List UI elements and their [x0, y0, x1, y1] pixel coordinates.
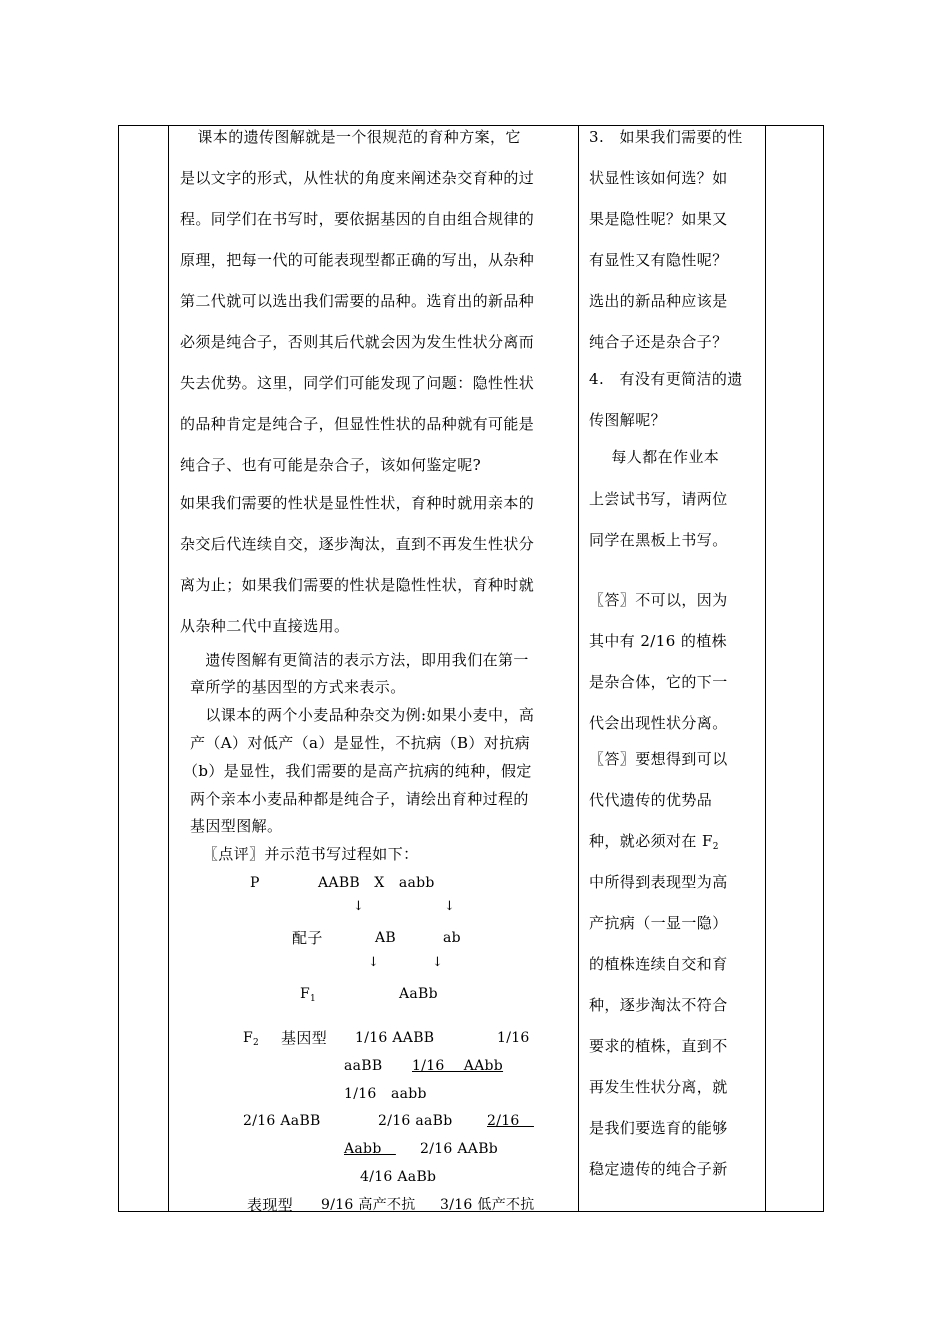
right-text-line: 3. 如果我们需要的性 — [589, 128, 743, 146]
right-text-line: 〖答〗要想得到可以 — [589, 750, 728, 768]
genotype-entry: 2/16 aaBb — [378, 1113, 453, 1129]
text-line: 纯合子、也有可能是杂合子，该如何鉴定呢? — [180, 456, 482, 474]
right-text-line: 种，就必须对在 $F_2$ — [589, 832, 719, 852]
right-text-line: 上尝试书写，请两位 — [589, 490, 728, 508]
right-text-line: 其中有 2/16 的植株 — [589, 632, 728, 650]
gamete-1: AB — [375, 930, 396, 946]
text-line: 原理，把每一代的可能表现型都正确的写出，从杂种 — [180, 251, 535, 269]
right-text-line: 中所得到表现型为高 — [589, 873, 728, 891]
right-text-line: 代代遗传的优势品 — [589, 791, 713, 809]
text-line: 两个亲本小麦品种都是纯合子，请绘出育种过程的 — [190, 790, 529, 808]
f1-genotype: AaBb — [399, 986, 438, 1002]
right-text-line: 要求的植株，直到不 — [589, 1037, 728, 1055]
text-line: 离为止；如果我们需要的性状是隐性性状，育种时就 — [180, 576, 535, 594]
genotype-entry: Aabb — [344, 1141, 396, 1157]
right-text-line: 选出的新品种应该是 — [589, 292, 728, 310]
right-text-line: 是我们要选育的能够 — [589, 1119, 728, 1137]
text-line: 从杂种二代中直接选用。 — [180, 617, 350, 635]
right-text-line: 代会出现性状分离。 — [589, 714, 728, 732]
gamete-2: ab — [443, 930, 461, 946]
phenotype-entry: 9/16 高产不抗 — [321, 1197, 416, 1213]
arrow-down-icon: ↓ — [432, 955, 443, 970]
f2-label: $F_2$ — [243, 1030, 260, 1048]
text-line: 的品种肯定是纯合子，但显性性状的品种就有可能是 — [180, 415, 535, 433]
genotype-entry: 2/16 AABb — [420, 1141, 499, 1157]
genotype-entry: 1/16 — [497, 1030, 530, 1046]
right-text-line: 有显性又有隐性呢？ — [589, 251, 728, 269]
genotype-entry: 1/16 AABB — [355, 1030, 435, 1046]
text-line: 程。同学们在书写时，要依据基因的自由组合规律的 — [180, 210, 535, 228]
genotype-entry: 1/16 AAbb — [412, 1058, 504, 1074]
right-text-line: 稳定遗传的纯合子新 — [589, 1160, 728, 1178]
arrow-down-icon: ↓ — [353, 899, 364, 914]
arrow-down-icon: ↓ — [444, 899, 455, 914]
gamete-label: 配子 — [292, 929, 323, 947]
right-text-line: 再发生性状分离，就 — [589, 1078, 728, 1096]
text-line: 遗传图解有更简洁的表示方法，即用我们在第一 — [190, 651, 529, 669]
right-text-line: 传图解呢？ — [589, 411, 667, 429]
text-line: 是以文字的形式，从性状的角度来阐述杂交育种的过 — [180, 169, 535, 187]
right-text-line: 种，逐步淘汰不符合 — [589, 996, 728, 1014]
genotype-entry: 1/16 aabb — [344, 1086, 427, 1102]
text-line: 必须是纯合子，否则其后代就会因为发生性状分离而 — [180, 333, 535, 351]
right-text-line: 果是隐性呢？如果又 — [589, 210, 728, 228]
right-text-line: 纯合子还是杂合子？ — [589, 333, 728, 351]
text-line: 第二代就可以选出我们需要的品种。选育出的新品种 — [180, 292, 535, 310]
text-line: 〖点评〗并示范书写过程如下： — [195, 845, 419, 863]
genotype-entry: 4/16 AaBb — [360, 1169, 437, 1185]
right-text-line: 每人都在作业本 — [596, 448, 720, 466]
right-text-line: 4. 有没有更简洁的遗 — [589, 370, 743, 388]
text-line: 基因型图解。 — [190, 817, 283, 835]
right-text-line: 产抗病（一显一隐） — [589, 914, 728, 932]
text-line: 如果我们需要的性状是显性性状，育种时就用亲本的 — [180, 494, 535, 512]
f1-label: $F_1$ — [300, 986, 317, 1004]
text-line: 章所学的基因型的方式来表示。 — [190, 678, 406, 696]
right-text-line: 〖答〗不可以，因为 — [589, 591, 728, 609]
text-line: 产（A）对低产（a）是显性，不抗病（B）对抗病 — [190, 734, 531, 752]
text-line: 以课本的两个小麦品种杂交为例:如果小麦中，高 — [190, 706, 535, 724]
text-line: （b）是显性，我们需要的是高产抗病的纯种，假定 — [183, 762, 532, 780]
text-line: 失去优势。这里，同学们可能发现了问题：隐性性状 — [180, 374, 535, 392]
genotype-label: 基因型 — [281, 1029, 328, 1047]
text-line: 课本的遗传图解就是一个很规范的育种方案，它 — [182, 128, 521, 146]
arrow-down-icon: ↓ — [368, 955, 379, 970]
right-text-line: 是杂合体，它的下一 — [589, 673, 728, 691]
genotype-entry: 2/16 AaBB — [243, 1113, 321, 1129]
genotype-entry: aaBB — [344, 1058, 383, 1074]
column-divider-3 — [765, 125, 766, 1212]
column-divider-2 — [578, 125, 579, 1212]
genotype-entry: 2/16 — [487, 1113, 534, 1129]
phenotype-entry: 3/16 低产不抗 — [440, 1197, 535, 1213]
right-text-line: 状显性该如何选？如 — [589, 169, 728, 187]
parent-genotypes: AABB X aabb — [318, 875, 435, 891]
column-divider-1 — [168, 125, 169, 1212]
p-label: P — [250, 875, 260, 891]
right-text-line: 同学在黑板上书写。 — [589, 531, 728, 549]
text-line: 杂交后代连续自交，逐步淘汰，直到不再发生性状分 — [180, 535, 535, 553]
right-text-line: 的植株连续自交和育 — [589, 955, 728, 973]
phenotype-label: 表现型 — [247, 1196, 294, 1214]
